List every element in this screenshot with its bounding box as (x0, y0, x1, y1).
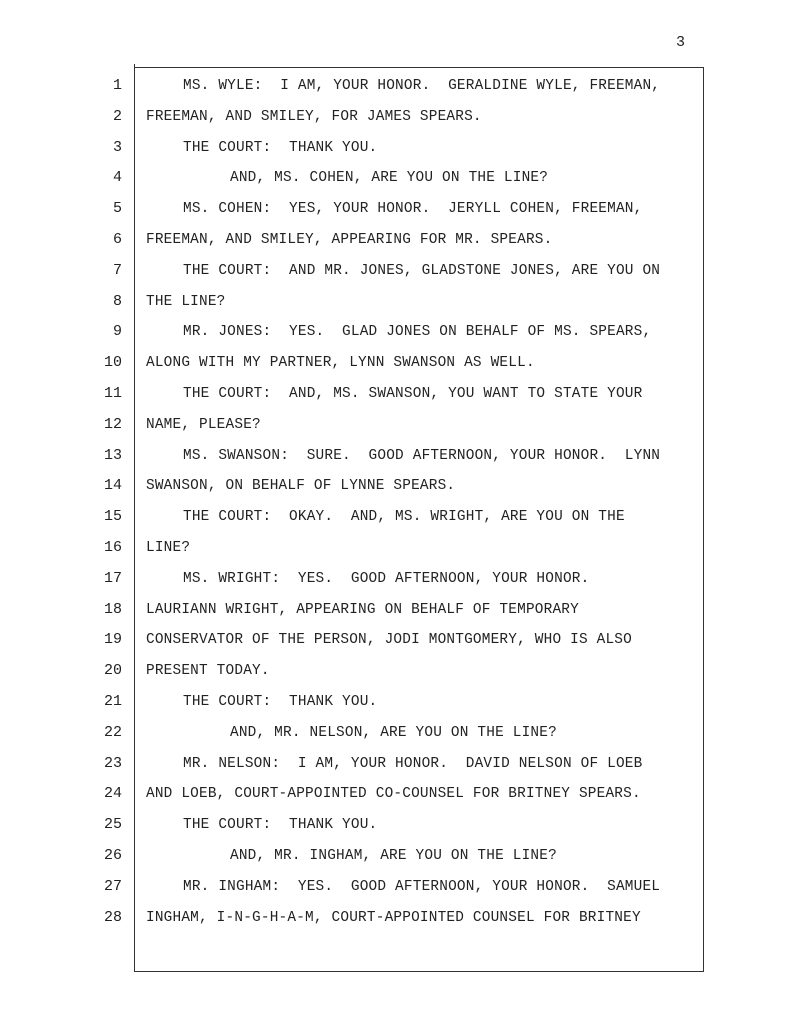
line-number: 15 (103, 508, 122, 526)
line-number: 16 (103, 538, 122, 556)
transcript-line: FREEMAN, AND SMILEY, APPEARING FOR MR. SPEARS. (146, 231, 553, 248)
line-number: 6 (112, 230, 122, 248)
line-number: 22 (103, 723, 122, 741)
line-number: 13 (103, 446, 122, 464)
line-number: 2 (112, 107, 122, 125)
line-number: 18 (103, 600, 122, 618)
transcript-line: SWANSON, ON BEHALF OF LYNNE SPEARS. (146, 478, 456, 495)
line-number: 19 (103, 631, 122, 649)
transcript-line: THE COURT: THANK YOU. (183, 817, 378, 834)
transcript-line: MS. COHEN: YES, YOUR HONOR. JERYLL COHEN, FREEMAN, (183, 201, 643, 218)
transcript-line: MR. INGHAM: YES. GOOD AFTERNOON, YOUR HONOR. SAMUEL (183, 878, 661, 895)
line-number: 8 (112, 292, 122, 310)
top-border (134, 67, 704, 68)
line-number: 23 (103, 754, 122, 772)
line-number: 14 (103, 477, 122, 495)
line-number: 25 (103, 816, 122, 834)
page-number: 3 (676, 34, 686, 51)
transcript-line: MR. JONES: YES. GLAD JONES ON BEHALF OF MS. SPEARS, (183, 324, 652, 341)
line-number: 12 (103, 415, 122, 433)
line-number-column (80, 75, 122, 937)
line-number: 17 (103, 569, 122, 587)
bottom-border (134, 971, 704, 972)
transcript-line: THE LINE? (146, 293, 226, 310)
transcript-line: THE COURT: THANK YOU. (183, 693, 378, 710)
line-number: 27 (103, 877, 122, 895)
transcript-line: MS. SWANSON: SURE. GOOD AFTERNOON, YOUR HONOR. LYNN (183, 447, 661, 464)
line-number: 26 (103, 846, 122, 864)
line-number: 7 (112, 261, 122, 279)
transcript-line: THE COURT: THANK YOU. (183, 139, 378, 156)
transcript-body (146, 75, 698, 937)
line-number: 3 (112, 138, 122, 156)
transcript-line: ALONG WITH MY PARTNER, LYNN SWANSON AS WELL. (146, 355, 535, 372)
transcript-line: THE COURT: OKAY. AND, MS. WRIGHT, ARE YOU ON THE (183, 509, 625, 526)
transcript-line: LAURIANN WRIGHT, APPEARING ON BEHALF OF TEMPORARY (146, 601, 579, 618)
line-number: 9 (112, 323, 122, 341)
transcript-line: AND, MR. INGHAM, ARE YOU ON THE LINE? (230, 847, 557, 864)
transcript-line: INGHAM, I-N-G-H-A-M, COURT-APPOINTED COUNSEL FOR BRITNEY (146, 909, 641, 926)
transcript-line: THE COURT: AND, MS. SWANSON, YOU WANT TO STATE YOUR (183, 385, 643, 402)
line-number: 21 (103, 692, 122, 710)
transcript-line: NAME, PLEASE? (146, 416, 261, 433)
left-margin-rule (134, 64, 135, 972)
transcript-line: AND, MS. COHEN, ARE YOU ON THE LINE? (230, 170, 549, 187)
transcript-line: LINE? (146, 539, 191, 556)
transcript-line: FREEMAN, AND SMILEY, FOR JAMES SPEARS. (146, 108, 482, 125)
transcript-line: AND LOEB, COURT-APPOINTED CO-COUNSEL FOR BRITNEY SPEARS. (146, 786, 641, 803)
line-number: 20 (103, 662, 122, 680)
line-number: 1 (112, 77, 122, 94)
line-number: 10 (103, 354, 122, 372)
transcript-line: MR. NELSON: I AM, YOUR HONOR. DAVID NELSON OF LOEB (183, 755, 643, 772)
line-number: 5 (112, 200, 122, 218)
line-number: 28 (103, 908, 122, 926)
transcript-line: THE COURT: AND MR. JONES, GLADSTONE JONES, ARE YOU ON (183, 262, 661, 279)
line-number: 11 (103, 384, 122, 402)
transcript-line: MS. WYLE: I AM, YOUR HONOR. GERALDINE WYLE, FREEMAN, (183, 78, 661, 94)
line-number: 24 (103, 785, 122, 803)
transcript-line: MS. WRIGHT: YES. GOOD AFTERNOON, YOUR HONOR. (183, 570, 590, 587)
line-number: 4 (112, 169, 122, 187)
transcript-line: CONSERVATOR OF THE PERSON, JODI MONTGOMERY, WHO IS ALSO (146, 632, 632, 649)
right-margin-rule (703, 68, 704, 972)
transcript-line: AND, MR. NELSON, ARE YOU ON THE LINE? (230, 724, 557, 741)
transcript-line: PRESENT TODAY. (146, 663, 270, 680)
